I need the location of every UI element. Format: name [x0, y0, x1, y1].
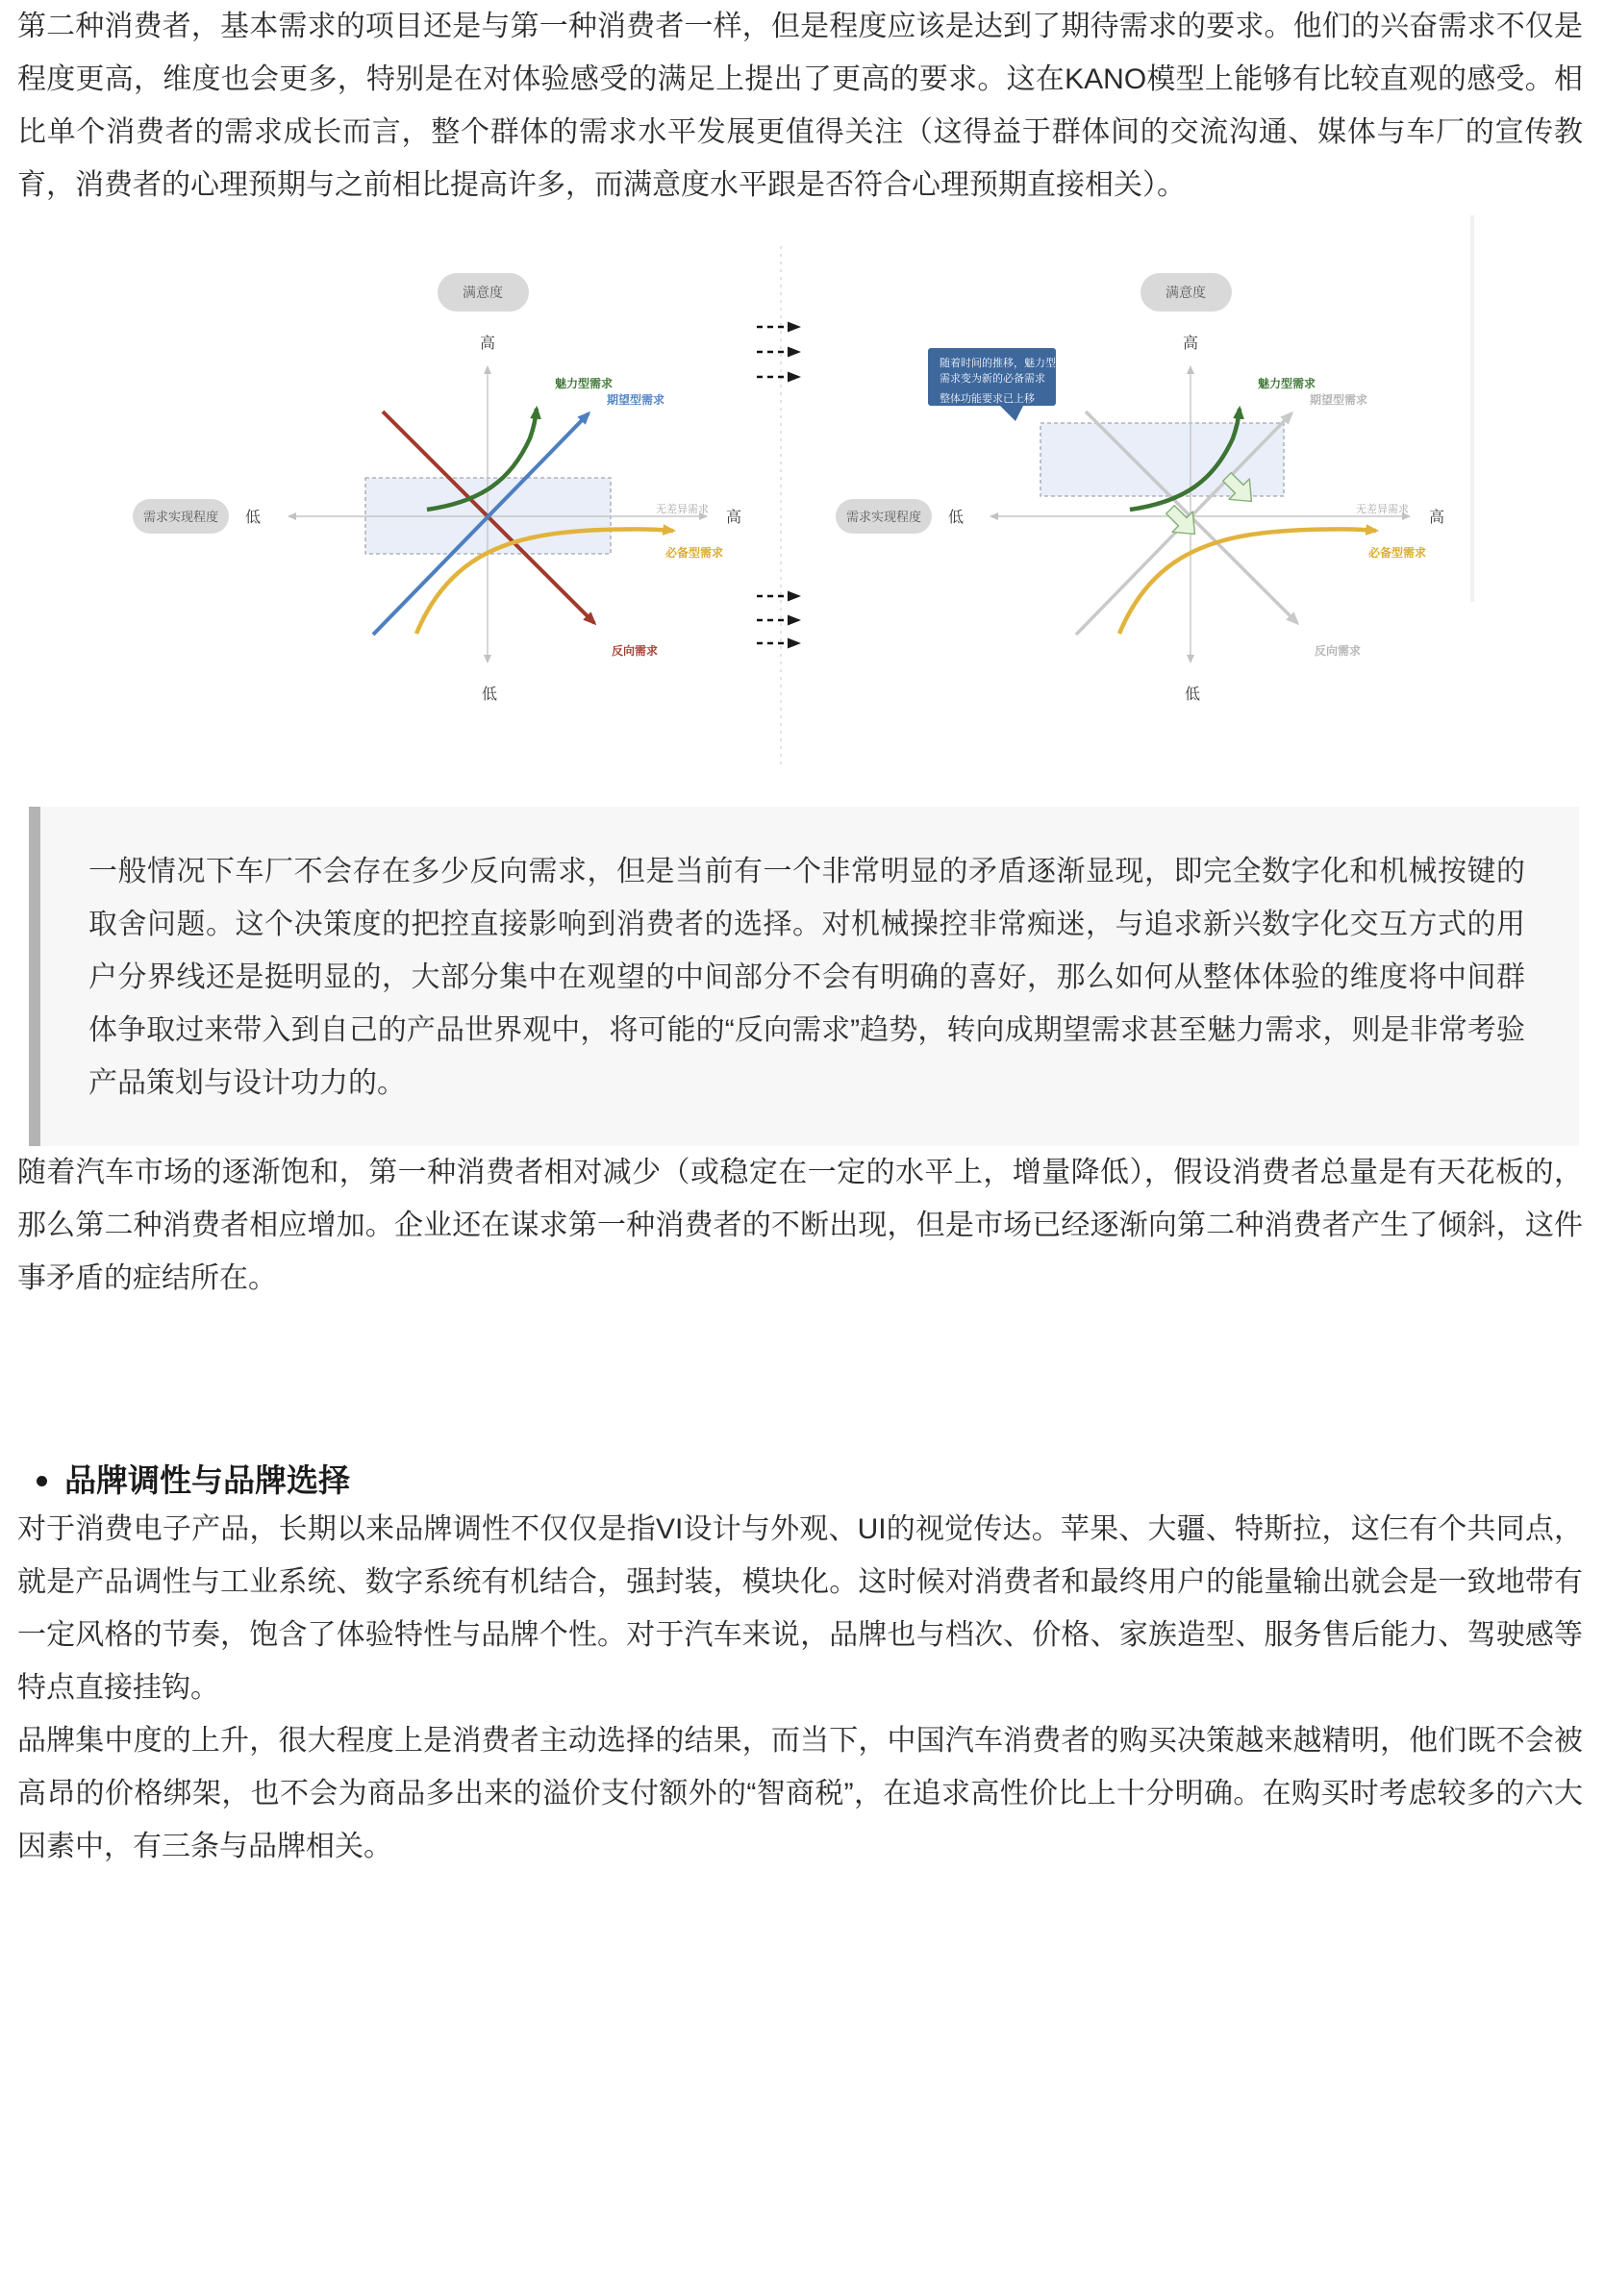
mustbe-needs-label: 必备型需求	[1368, 546, 1427, 560]
indifferent-needs-label: 无差异需求	[656, 504, 709, 515]
attractive-needs-label: 魅力型需求	[555, 377, 614, 390]
indifferent-needs-label: 无差异需求	[1356, 504, 1409, 515]
kano-diagram-after	[836, 273, 1444, 703]
x-low-label: 低	[244, 510, 262, 526]
y-low-label: 低	[481, 686, 498, 703]
paragraph-market: 随着汽车市场的逐渐饱和，第一种消费者相对减少（或稳定在一定的水平上，增量降低），假设消费者总量是有天花板的，那么第二种消费者相应增加。企业还在谋求第一种消费者的不断出现，但是市场已经逐渐向第二种消费者产生了倾斜，这件事矛盾的症结所在。	[17, 1157, 1583, 1294]
mustbe-needs-label: 必备型需求	[665, 546, 724, 560]
implementation-pill-label: 需求实现程度	[845, 510, 922, 524]
x-low-label: 低	[947, 510, 965, 526]
section-heading	[0, 1459, 1604, 1503]
bullet-icon	[37, 1476, 47, 1486]
x-high-label: 高	[1428, 510, 1445, 526]
blockquote-text: 一般情况下车厂不会存在多少反向需求，但是当前有一个非常明显的矛盾逐渐显现，即完全数字化和机械按键的取舍问题。这个决策度的把控直接影响到消费者的选择。对机械操控非常痴迷，与追求新兴数字化交互方式的用户分界线还是挺明显的，大部分集中在观望的中间部分不会有明确的喜好，那么如何从整体体验的维度将中间群体争取过来带入到自己的产品世界观中，将可能的“反向需求”趋势，转向成期望需求甚至魅力需求，则是非常考验产品策划与设计功力的。	[88, 856, 1525, 1099]
figure-transition	[757, 246, 801, 765]
expected-needs-label: 期望型需求	[607, 393, 665, 407]
callout-line1: 随着时间的推移，魅力型	[940, 358, 1056, 369]
callout-line2: 需求变为新的必备需求	[940, 373, 1045, 385]
figure-edge-line	[1470, 215, 1474, 602]
y-low-label: 低	[1184, 686, 1201, 703]
satisfaction-pill-label: 满意度	[463, 285, 503, 300]
blockquote	[29, 807, 1579, 1146]
paragraph-intro: 第二种消费者，基本需求的项目还是与第一种消费者一样，但是程度应该是达到了期待需求的要求。他们的兴奋需求不仅是程度更高，维度也会更多，特别是在对体验感受的满足上提出了更高的要求。这在KANO模型上能够有比较直观的感受。相比单个消费者的需求成长而言，整个群体的需求水平发展更值得关注（这得益于群体间的交流沟通、媒体与车厂的宣传教育，消费者的心理预期与之前相比提高许多，而满意度水平跟是否符合心理预期直接相关）。	[17, 11, 1583, 201]
attractive-needs-label: 魅力型需求	[1258, 377, 1316, 390]
reverse-needs-label: 反向需求	[612, 644, 659, 658]
kano-figure-svg	[0, 215, 1604, 768]
paragraph-brand-tone: 对于消费电子产品，长期以来品牌调性不仅仅是指VI设计与外观、UI的视觉传达。苹果、大疆、特斯拉，这仨有个共同点，就是产品调性与工业系统、数字系统有机结合，强封装，模块化。这时候对消费者和最终用户的能量输出就会是一致地带有一定风格的节奏，饱含了体验特性与品牌个性。对于汽车来说，品牌也与档次、价格、家族造型、服务售后能力、驾驶感等特点直接挂钩。	[17, 1513, 1583, 1704]
transition-arrows-top	[757, 327, 788, 377]
y-high-label: 高	[1182, 336, 1199, 352]
reverse-needs-label: 反向需求	[1315, 644, 1362, 658]
satisfaction-pill-label: 满意度	[1165, 285, 1206, 300]
expected-needs-label: 期望型需求	[1310, 393, 1368, 407]
transition-arrowheads-top	[788, 322, 801, 383]
kano-model-figure	[0, 215, 1604, 768]
paragraph-brand-concentration: 品牌集中度的上升，很大程度上是消费者主动选择的结果，而当下，中国汽车消费者的购买决策越来越精明，他们既不会被高昂的价格绑架，也不会为商品多出来的溢价支付额外的“智商税”，在追求高性价比上十分明确。在购买时考虑较多的六大因素中，有三条与品牌相关。	[17, 1725, 1583, 1862]
implementation-pill-label: 需求实现程度	[142, 510, 219, 524]
transition-arrows-bottom	[757, 596, 788, 643]
transition-arrowheads-bottom	[788, 591, 801, 649]
x-high-label: 高	[725, 510, 742, 526]
y-high-label: 高	[479, 336, 496, 352]
kano-diagram-before	[133, 273, 741, 703]
section-heading-text: 品牌调性与品牌选择	[64, 1462, 350, 1498]
callout-line3: 整体功能要求已上移	[940, 393, 1035, 405]
mustbe-needs-curve	[1119, 529, 1376, 634]
callout-bubble	[928, 348, 1056, 421]
